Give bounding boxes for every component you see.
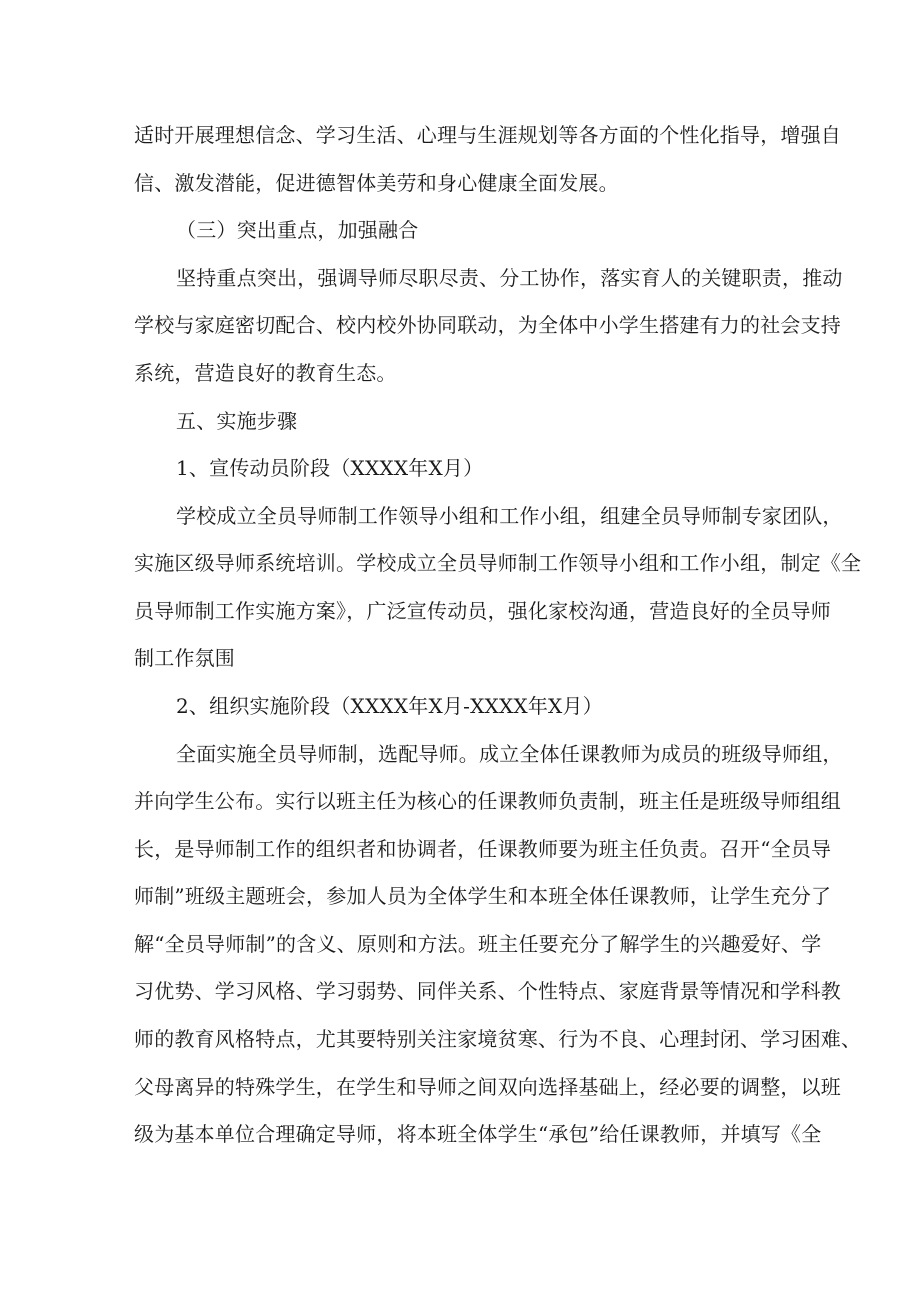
paragraph-line: 坚持重点突出，强调导师尽职尽责、分工协作，落实育人的关键职责，推动 <box>176 266 843 290</box>
paragraph-line: 实施区级导师系统培训。学校成立全员导师制工作领导小组和工作小组，制定《全 <box>134 551 862 575</box>
paragraph-line: 信、激发潜能，促进德智体美劳和身心健康全面发展。 <box>134 171 619 195</box>
paragraph-line: 并向学生公布。实行以班主任为核心的任课教师负责制，班主任是班级导师组组 <box>134 789 841 813</box>
paragraph-line: 系统，营造良好的教育生态。 <box>134 361 397 385</box>
paragraph-line: 员导师制工作实施方案》，广泛宣传动员，强化家校沟通，营造良好的全员导师 <box>134 599 831 623</box>
paragraph-line: 学校与家庭密切配合、校内校外协同联动，为全体中小学生搭建有力的社会支持 <box>134 313 841 337</box>
paragraph-line: 师制”班级主题班会，参加人员为全体学生和本班全体任课教师，让学生充分了 <box>134 884 832 908</box>
paragraph-line: 学校成立全员导师制工作领导小组和工作小组，组建全员导师制专家团队， <box>176 504 843 528</box>
step-heading: 2、组织实施阶段（XXXX年X月-XXXX年X月） <box>176 694 603 718</box>
paragraph-line: 解“全员导师制”的含义、原则和方法。班主任要充分了解学生的兴趣爱好、学 <box>134 932 822 956</box>
paragraph-line: 级为基本单位合理确定导师，将本班全体学生“承包”给任课教师，并填写《全 <box>134 1122 822 1146</box>
paragraph-line: 师的教育风格特点，尤其要特别关注家境贫寒、行为不良、心理封闭、学习困难、 <box>134 1027 862 1051</box>
section-heading: （三）突出重点，加强融合 <box>176 218 419 242</box>
section-heading: 五、实施步骤 <box>176 409 298 433</box>
paragraph-line: 全面实施全员导师制，选配导师。成立全体任课教师为成员的班级导师组， <box>176 742 843 766</box>
step-heading: 1、宣传动员阶段（XXXX年X月） <box>176 456 484 480</box>
paragraph-line: 父母离异的特殊学生，在学生和导师之间双向选择基础上，经必要的调整，以班 <box>134 1075 841 1099</box>
paragraph-line: 习优势、学习风格、学习弱势、同伴关系、个性特点、家庭背景等情况和学科教 <box>134 979 841 1003</box>
paragraph-line: 适时开展理想信念、学习生活、心理与生涯规划等各方面的个性化指导，增强自 <box>134 123 841 147</box>
paragraph-line: 长，是导师制工作的组织者和协调者，任课教师要为班主任负责。召开“全员导 <box>134 837 832 861</box>
paragraph-line: 制工作氛围 <box>134 646 235 670</box>
